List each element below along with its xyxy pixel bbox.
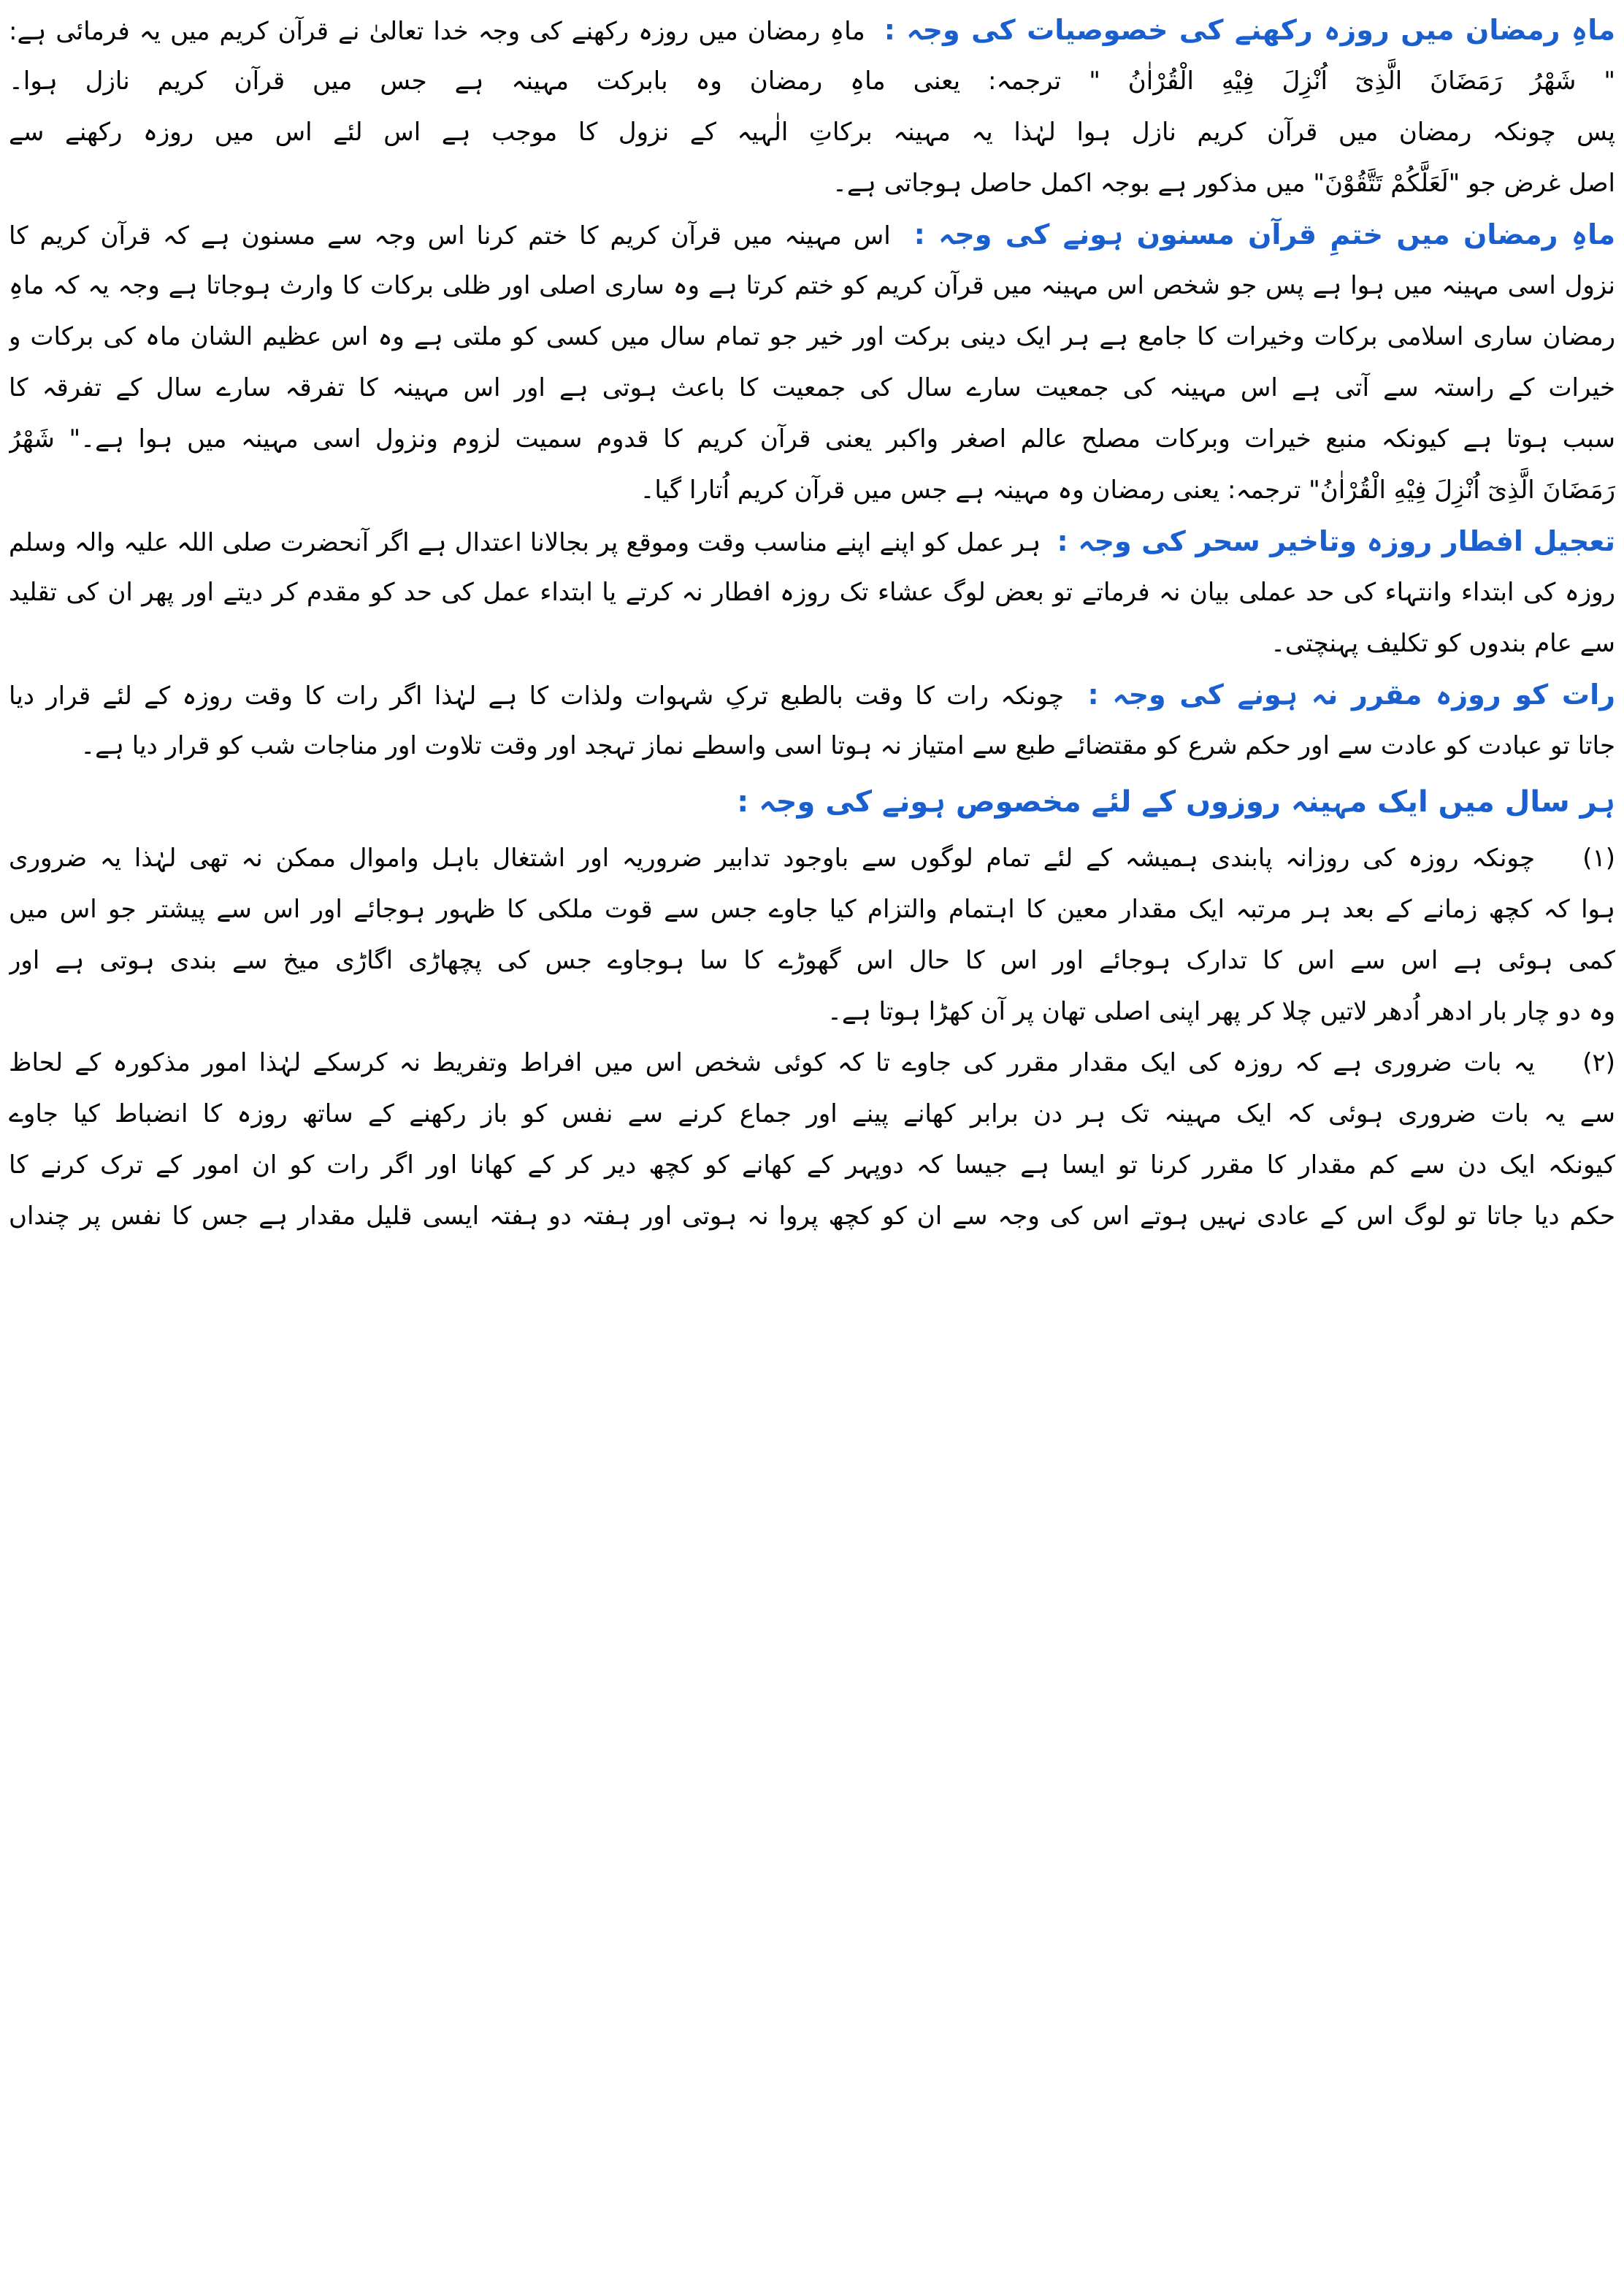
section-one-month (9, 771, 1615, 1242)
text-line (9, 669, 1615, 720)
text-line: " شَهْرُ رَمَضَانَ الَّذِیٓ اُنْزِلَ فِیْهِ الْقُرْاٰنُ " ترجمہ: یعنی ماہِ رمضان وہ بابرکت مہینہ ہے جس میں قرآن کریم نازل ہوا۔ (9, 66, 1615, 96)
section-night-fasting (9, 669, 1615, 771)
text-line: اصل غرض جو "لَعَلَّكُمْ تَتَّقُوْنَ" میں مذکور ہے بوجہ اکمل حاصل ہوجاتی ہے۔ (832, 169, 1615, 198)
text-line: روزہ کی ابتداء وانتہاء کی حد عملی بیان نہ فرماتے تو بعض لوگ عشاء تک روزہ افطار نہ کرتے یا ابتداء عمل کی حد کو مقدم کر دیتے اور پھر ان کی تقلید (9, 578, 1615, 607)
text-line: وہ دو چار بار ادھر اُدھر لاتیں چلا کر پھر اپنی اصلی تھان پر آن کھڑا ہوتا ہے۔ (827, 997, 1615, 1026)
text-line: سے یہ بات ضروری ہوئی کہ ایک مہینہ تک ہر دن برابر کھانے پینے اور جماع کرنے سے نفس کو باز رکھنے کے ساتھ روزہ کا انضباط کیا جاوے (9, 1099, 1615, 1128)
numbered-point (9, 833, 1615, 1037)
point-number: (۲) (1582, 1048, 1615, 1077)
text-line: کیونکہ ایک دن سے کم مقدار کا مقرر کرنا تو ایسا ہے جیسا کہ دوپہر کے کھانے کو کچھ دیر کر کے کھانا اور اگر رات کو ان امور کے ترک کرنے کا (9, 1150, 1615, 1180)
text-segment: یہ بات ضروری ہے کہ روزہ کی ایک مقدار مقرر کی جاوے تا کہ کوئی شخص اس میں افراط وتفریط نہ کرسکے لہٰذا امور مذکورہ کے لحاظ (9, 1048, 1535, 1077)
text-line: حکم دیا جاتا تو لوگ اس کے عادی نہیں ہوتے اس کی وجہ سے ان کو کچھ پروا نہ ہوتی اور ہفتہ دو ہفتہ ایسی قلیل مقدار ہے جس کا نفس پر چنداں (9, 1202, 1615, 1231)
text-segment: ہر عمل کو اپنے اپنے مناسب وقت وموقع پر بجالانا اعتدال ہے اگر آنحضرت صلی اللہ علیہ والہ وسلم (9, 528, 1041, 557)
section-heading: رات کو روزہ مقرر نہ ہونے کی وجہ : (1087, 679, 1615, 711)
text-line (9, 833, 1615, 884)
section-khatm-quran (9, 209, 1615, 516)
text-line: سے عام بندوں کو تکلیف پہنچتی۔ (1271, 629, 1615, 658)
point-number: (۱) (1582, 844, 1615, 873)
text-segment: چونکہ روزہ کی روزانہ پابندی ہمیشہ کے لئے تمام لوگوں سے باوجود تدابیر ضروریہ اور اشتغال باہل واموال ممکن نہ تھی لہٰذا یہ ضروری (9, 844, 1535, 873)
section-heading: ماہِ رمضان میں ختمِ قرآن مسنون ہونے کی وجہ : (914, 218, 1615, 251)
text-line: کمی ہوئی ہے اس سے اس کا تدارک ہوجائے اور اس کا حال اس گھوڑے کا سا ہوجاوے جس کی پچھاڑی اگاڑی میخ سے بندی ہوتی ہے اور (9, 946, 1615, 975)
document-page (9, 4, 1615, 1242)
text-line: خیرات کے راستہ سے آتی ہے اس مہینہ کی جمعیت سارے سال کی جمعیت کا باعث ہوتی ہے اور اس مہینہ کا تفرقہ سارے سال کے تفرقہ کا (9, 373, 1615, 402)
text-line (9, 516, 1615, 567)
text-line: رَمَضَانَ الَّذِیٓ اُنْزِلَ فِیْهِ الْقُرْاٰنُ" ترجمہ: یعنی رمضان وہ مہینہ ہے جس میں قرآن کریم اُتارا گیا۔ (640, 475, 1615, 505)
text-line: نزول اسی مہینہ میں ہوا ہے پس جو شخص اس مہینہ میں قرآن کریم کو ختم کرتا ہے وہ ساری اصلی اور ظلی برکات کا وارث ہوجاتا ہے وجہ یہ کہ ماہِ (9, 271, 1615, 300)
section-iftar-sehri (9, 516, 1615, 669)
text-segment: ماہِ رمضان میں روزہ رکھنے کی وجہ خدا تعالیٰ نے قرآن کریم میں یہ فرمائی ہے: (9, 17, 865, 46)
section-ramadan-fasting (9, 4, 1615, 209)
section-heading: ماہِ رمضان میں روزہ رکھنے کی خصوصیات کی وجہ : (884, 14, 1615, 46)
text-line: پس چونکہ رمضان میں قرآن کریم نازل ہوا لہٰذا یہ مہینہ برکاتِ الٰہیہ کے نزول کا موجب ہے اس لئے اس میں روزہ رکھنے سے (9, 118, 1615, 147)
text-segment: اس مہینہ میں قرآن کریم کا ختم کرنا اس وجہ سے مسنون ہے کہ قرآن کریم کا (9, 221, 891, 251)
text-line (9, 1037, 1615, 1088)
text-segment: چونکہ رات کا وقت بالطبع ترکِ شہوات ولذات کا ہے لہٰذا اگر رات کا وقت روزہ کے لئے قرار دیا (9, 681, 1064, 711)
text-line: جاتا تو عبادت کو عادت سے اور حکم شرع کو مقتضائے طبع سے امتیاز نہ ہوتا اسی واسطے نماز تہجد اور وقت تلاوت اور مناجات شب کو قرار دیا ہے۔ (80, 731, 1615, 760)
text-line: سبب ہوتا ہے کیونکہ منبع خیرات وبرکات مصلح عالم اصغر واکبر یعنی قرآن کریم کا قدوم سمیت لزوم ونزول اسی مہینہ میں ہوا ہے۔" شَهْرُ (9, 424, 1615, 454)
text-line: رمضان ساری اسلامی برکات وخیرات کا جامع ہے ہر ایک دینی برکت اور خیر جو تمام سال میں کسی کو ملتی ہے وہ اس عظیم الشان ماہ کی برکات و (9, 322, 1615, 351)
text-line (9, 4, 1615, 56)
text-line (9, 209, 1615, 260)
numbered-point (9, 1037, 1615, 1242)
section-heading: تعجیل افطار روزہ وتاخیر سحر کی وجہ : (1057, 525, 1615, 557)
text-line: ہوا کہ کچھ زمانے کے بعد ہر مرتبہ ایک مقدار معین کا اہتمام والتزام کیا جاوے جس سے قوت ملکی کا ظہور ہوجائے اور اس سے پیشتر جو اس میں (9, 895, 1615, 924)
section-heading: ہر سال میں ایک مہینہ روزوں کے لئے مخصوص ہونے کی وجہ : (737, 785, 1615, 819)
